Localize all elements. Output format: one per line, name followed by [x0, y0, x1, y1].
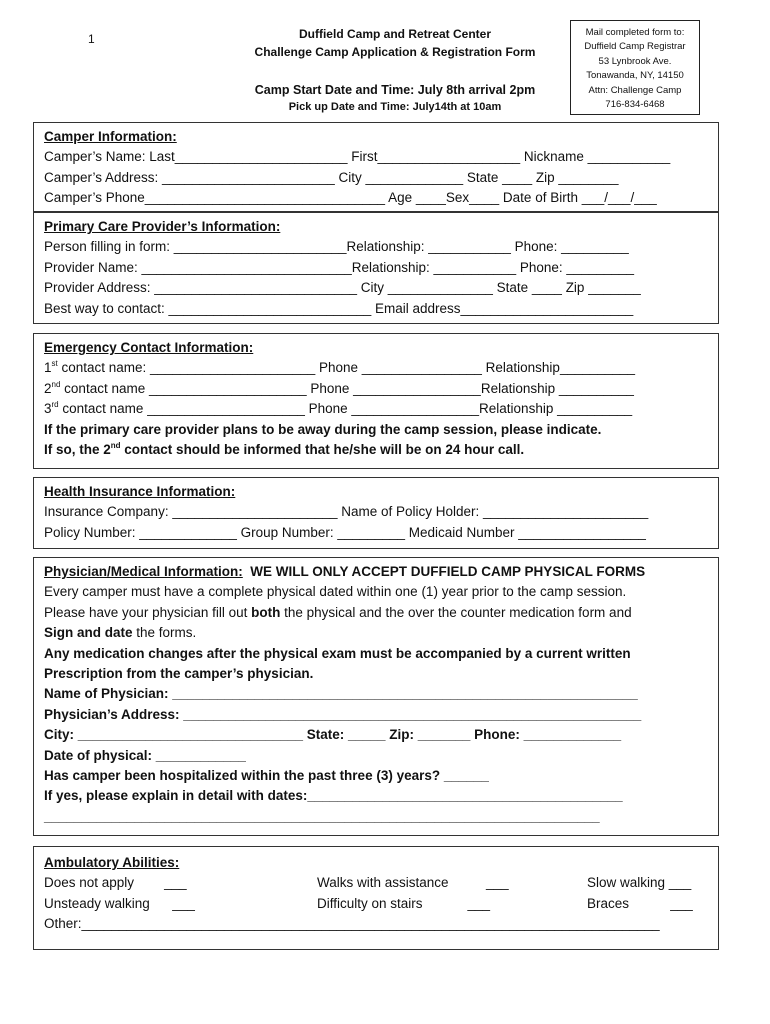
- slow-walking-option[interactable]: Slow walking ___: [587, 875, 692, 891]
- pickup-info: Pick up Date and Time: July14th at 10am: [288, 101, 502, 113]
- contact-fields: contact name _____________________ Phone _________________Relationship __________: [60, 380, 634, 396]
- insurance-section: [33, 477, 719, 549]
- mail-line: Tonawanda, NY, 14150: [586, 70, 684, 82]
- difficulty-on-stairs-option[interactable]: Difficulty on stairs ___: [317, 895, 491, 911]
- physician-city-field[interactable]: City: ______________________________ State: _____ Zip: _______ Phone: _____________: [44, 727, 622, 743]
- provider-away-note: If the primary care provider plans to be away during the camp session, please indicate.: [44, 421, 602, 437]
- date-of-physical-field[interactable]: Date of physical: ____________: [44, 747, 246, 763]
- physical-forms-note: WE WILL ONLY ACCEPT DUFFIELD CAMP PHYSICAL FORMS: [242, 564, 646, 579]
- medication-note: Any medication changes after the physical exam must be accompanied by a current written: [44, 645, 631, 661]
- contact-fields: contact name: ______________________ Phone ________________ Relationship__________: [57, 360, 636, 376]
- ambulatory-row: [44, 873, 718, 893]
- emergency-contact-section: [33, 333, 719, 469]
- provider-name-row[interactable]: Provider Name: ____________________________Relationship: ___________ Phone: _________: [44, 259, 635, 275]
- page-number: 1: [88, 32, 95, 46]
- physician-name-field[interactable]: Name of Physician: ______________________________________________________________: [44, 686, 638, 702]
- camper-name-row[interactable]: Camper’s Name: Last_______________________ First___________________ Nickname ___________: [44, 149, 671, 165]
- mail-line: Attn: Challenge Camp: [588, 84, 682, 96]
- ordinal: st: [51, 359, 58, 369]
- physical-requirement: Every camper must have a complete physical dated within one (1) year prior to the camp session.: [44, 584, 627, 600]
- contact-number: 1: [44, 360, 52, 376]
- medication-note-cont: Prescription from the camper’s physician.: [44, 665, 314, 681]
- form-title: Challenge Camp Application & Registration Form: [254, 45, 536, 59]
- mail-line: 53 Lynbrook Ave.: [598, 55, 672, 67]
- text-bold: both: [251, 604, 281, 620]
- text: Please have your physician fill out: [44, 604, 252, 620]
- ordinal: rd: [51, 400, 59, 410]
- other-field[interactable]: Other:_____________________________________________________________________________: [44, 916, 660, 932]
- braces-option[interactable]: Braces ___: [587, 895, 693, 911]
- section-title: Health Insurance Information:: [44, 484, 236, 499]
- ambulatory-row: [44, 894, 718, 914]
- section-title: Camper Information:: [44, 129, 177, 144]
- camp-start-info: Camp Start Date and Time: July 8th arrival 2pm: [254, 83, 536, 97]
- section-title: Emergency Contact Information:: [44, 340, 254, 355]
- camper-phone-row[interactable]: Camper’s Phone________________________________ Age ____Sex____ Date of Birth ___/___/___: [44, 190, 657, 206]
- contact-1-row[interactable]: [44, 358, 718, 378]
- contact-2-row[interactable]: [44, 379, 718, 399]
- ordinal: nd: [110, 440, 121, 450]
- ordinal: nd: [51, 379, 61, 389]
- policy-number-row[interactable]: Policy Number: _____________ Group Number: _________ Medicaid Number _________________: [44, 524, 646, 540]
- mailing-address-box: [570, 20, 700, 115]
- provider-information-section: [33, 212, 719, 324]
- camper-information-section: [33, 122, 719, 212]
- physician-section: [33, 557, 719, 836]
- person-filling-row[interactable]: Person filling in form: _______________________Relationship: ___________ Phone: _________: [44, 239, 629, 255]
- contact-number: 2: [44, 380, 52, 396]
- sign-date-instructions: [44, 623, 718, 643]
- explain-field[interactable]: If yes, please explain in detail with dates:__________________________________________: [44, 788, 623, 804]
- insurance-company-row[interactable]: Insurance Company: ______________________ Name of Policy Holder: ______________________: [44, 504, 649, 520]
- note-text: contact should be informed that he/she will be on 24 hour call.: [120, 441, 525, 457]
- org-name: Duffield Camp and Retreat Center: [298, 27, 492, 41]
- ambulatory-section: [33, 846, 719, 950]
- section-title: Primary Care Provider’s Information:: [44, 219, 281, 234]
- walks-with-assistance-option[interactable]: Walks with assistance ___: [317, 875, 509, 891]
- does-not-apply-option[interactable]: Does not apply ___: [44, 875, 187, 891]
- physician-title-row: [44, 562, 718, 582]
- contact-number: 3: [44, 401, 52, 417]
- second-contact-note: [44, 440, 718, 460]
- mail-line: Mail completed form to:: [585, 27, 685, 38]
- physician-instructions: [44, 603, 718, 623]
- contact-3-row[interactable]: [44, 399, 718, 419]
- mail-line: Duffield Camp Registrar: [584, 41, 686, 53]
- best-contact-row[interactable]: Best way to contact: ___________________________ Email address_______________________: [44, 300, 634, 316]
- text-bold: Sign and date: [44, 625, 133, 641]
- section-title: Physician/Medical Information:: [44, 564, 243, 579]
- section-title: Ambulatory Abilities:: [44, 855, 180, 870]
- camper-address-row[interactable]: Camper’s Address: _______________________ City _____________ State ____ Zip ________: [44, 169, 619, 185]
- text: the forms.: [132, 625, 197, 641]
- text: the physical and the over the counter medication form and: [280, 604, 632, 620]
- provider-address-row[interactable]: Provider Address: ___________________________ City ______________ State ____ Zip _______: [44, 280, 641, 296]
- note-text: If so, the 2: [44, 441, 111, 457]
- hospitalized-field[interactable]: Has camper been hospitalized within the past three (3) years? ______: [44, 767, 489, 783]
- contact-fields: contact name _____________________ Phone _________________Relationship __________: [58, 401, 633, 417]
- explain-field-cont[interactable]: __________________________________________________________________________: [44, 808, 600, 824]
- physician-address-field[interactable]: Physician’s Address: _____________________________________________________________: [44, 706, 642, 722]
- mail-line: 716-834-6468: [605, 99, 665, 111]
- form-header: [205, 25, 585, 115]
- unsteady-walking-option[interactable]: Unsteady walking ___: [44, 895, 195, 911]
